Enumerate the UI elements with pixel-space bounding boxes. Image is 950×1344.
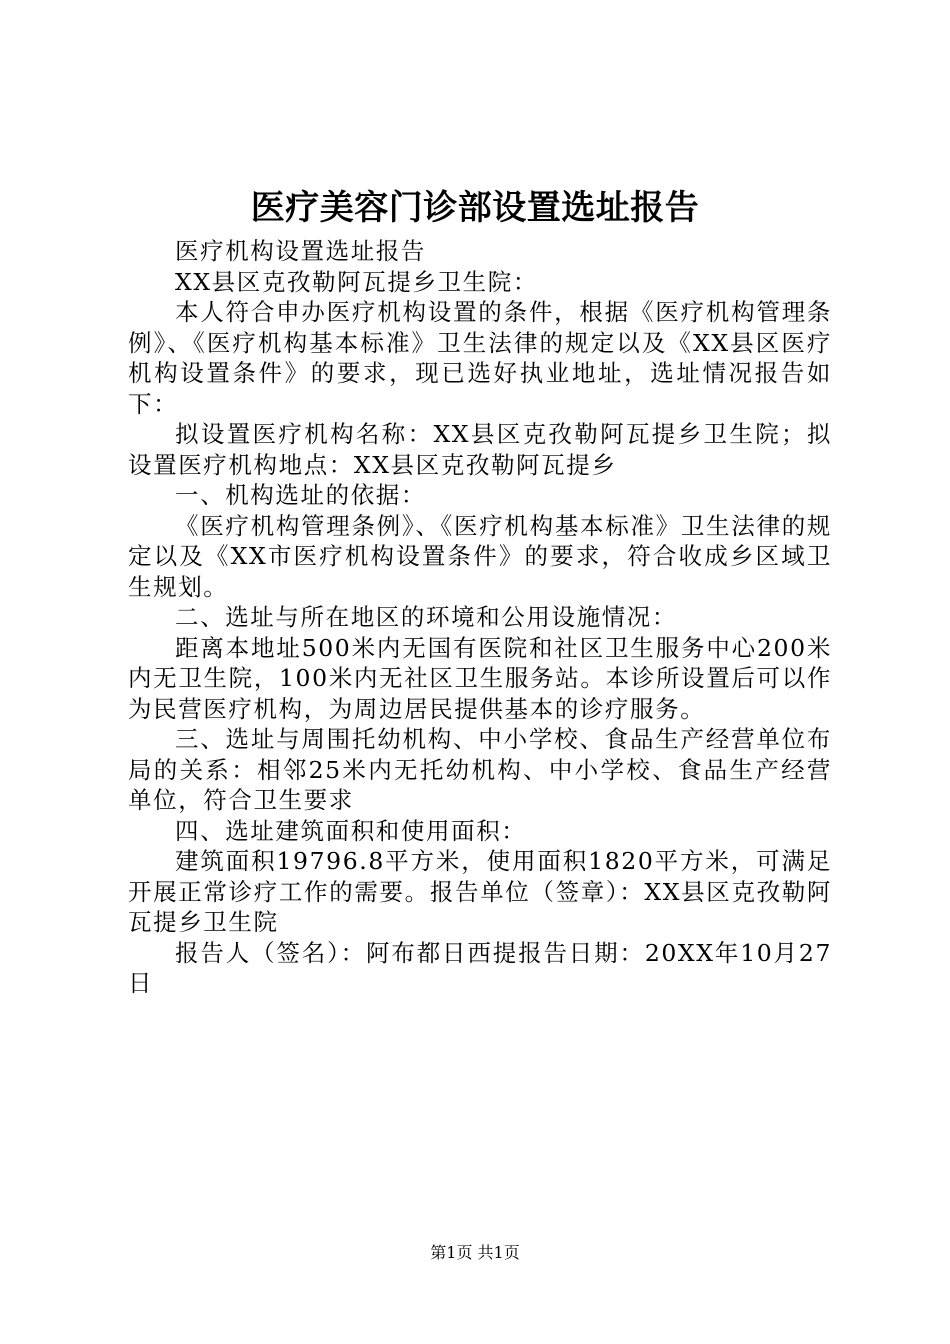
section-heading-basis: 一、机构选址的依据：	[175, 481, 426, 509]
paragraph-intro: 本人符合申办医疗机构设置的条件，根据《医疗机构管理条例》、《医疗机构基本标准》卫生法律的规定以及《XX县区医疗机构设置条件》的要求，现已选好执业地址，选址情况报告如下：	[128, 298, 832, 418]
paragraph-addressee: XX县区克孜勒阿瓦提乡卫生院：	[175, 267, 538, 296]
paragraph-subtitle: 医疗机构设置选址报告	[175, 237, 426, 265]
paragraph-basis: 《医疗机构管理条例》、《医疗机构基本标准》卫生法律的规定以及《XX市医疗机构设置条件》的要求，符合收成乡区域卫生规划。	[128, 511, 832, 601]
paragraph-surroundings: 三、选址与周围托幼机构、中小学校、食品生产经营单位布局的关系：相邻25米内无托幼机构、中小学校、食品生产经营单位，符合卫生要求	[128, 725, 832, 814]
document-title: 医疗美容门诊部设置选址报告	[250, 188, 700, 228]
page-number-footer: 第1页 共1页	[430, 1243, 520, 1262]
section-heading-environment: 二、选址与所在地区的环境和公用设施情况：	[175, 603, 677, 631]
paragraph-signature: 报告人（签名）：阿布都日西提报告日期：20XX年10月27日	[128, 938, 832, 997]
paragraph-environment: 距离本地址500米内无国有医院和社区卫生服务中心200米内无卫生院，100米内无社区卫生服务站。本诊所设置后可以作为民营医疗机构，为周边居民提供基本的诊疗服务。	[128, 633, 832, 723]
paragraph-area: 建筑面积19796.8平方米，使用面积1820平方米，可满足开展正常诊疗工作的需要。报告单位（签章）：XX县区克孜勒阿瓦提乡卫生院	[128, 847, 832, 936]
document-body	[128, 236, 832, 999]
section-heading-area: 四、选址建筑面积和使用面积：	[175, 816, 527, 845]
paragraph-proposed-institution: 拟设置医疗机构名称：XX县区克孜勒阿瓦提乡卫生院；拟设置医疗机构地点：XX县区克孜勒阿瓦提乡	[128, 420, 832, 479]
